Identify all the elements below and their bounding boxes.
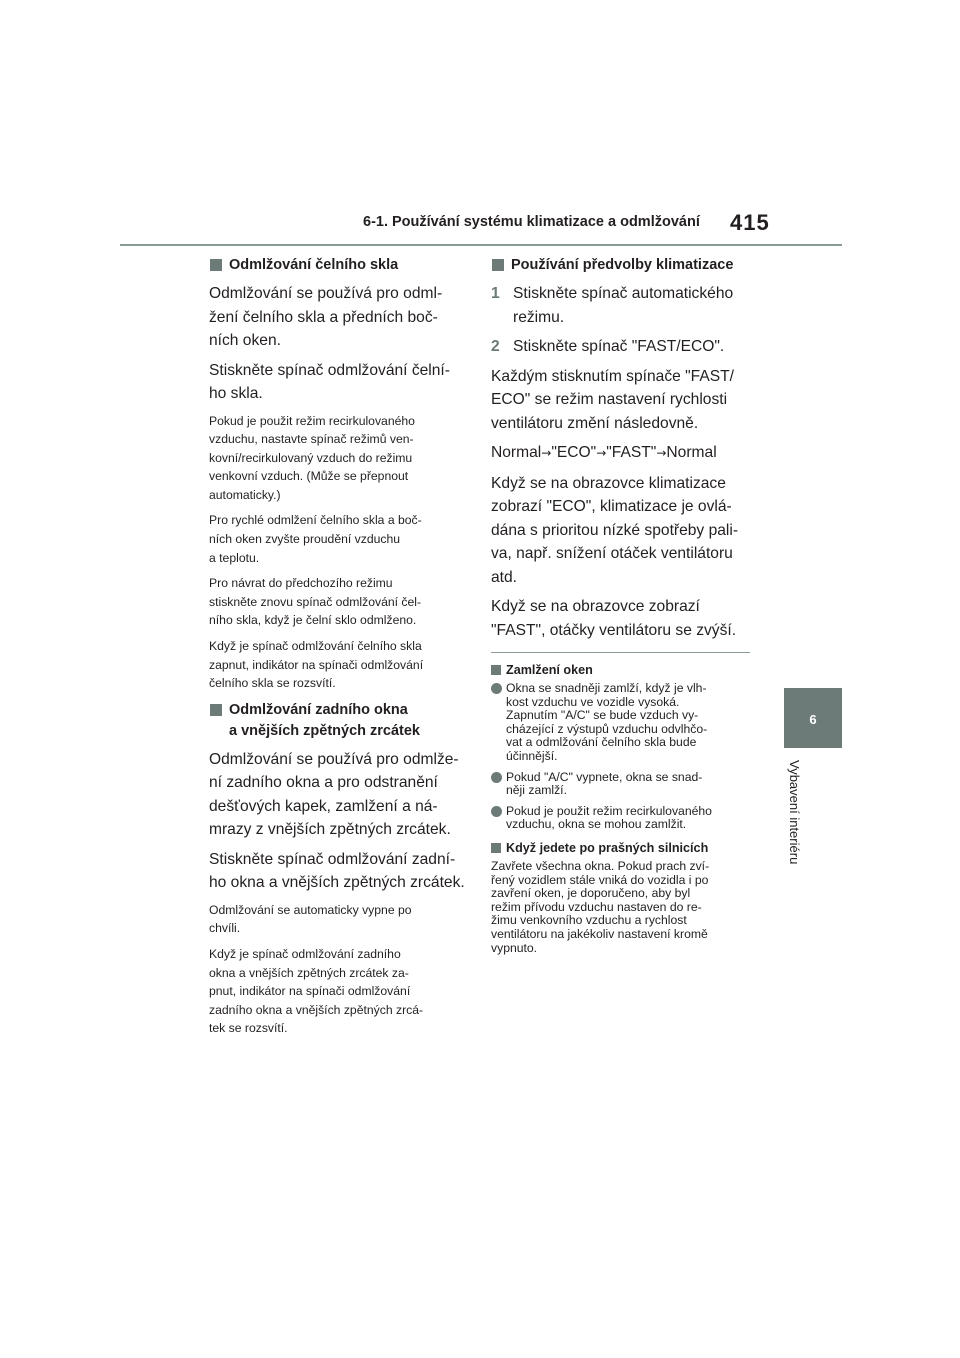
text-line: něji zamlží. [506,783,567,798]
text-line: Když se na obrazovce klimatizace [491,474,726,492]
text-line: ventilátoru změní následovně. [491,414,699,432]
arrow-right-icon: → [656,446,667,460]
text-line: Odmlžování se používá pro odml- [209,285,443,302]
mode-normal: Normal [491,444,542,461]
text-line: Každým stisknutím spínače "FAST/ [491,367,734,385]
bullet-item [491,805,750,832]
text-line: a vnějších zpětných zrcátek [229,722,420,739]
text-line: Zavřete všechna okna. Pokud prach zví- [491,858,710,873]
bullet-icon [491,683,502,694]
text-line: automaticky.) [209,487,281,502]
text-line: Pokud "A/C" vypnete, okna se snad- [506,769,703,784]
text-line: cházející z výstupů vzduchu odvlhčo- [506,721,708,736]
text-line: Když je spínač odmlžování čelního skla [209,639,422,654]
chapter-header: 6-1. Používání systému klimatizace a odmlžování [363,214,700,230]
section-heading-preset: Používání předvolby klimatizace [491,255,750,276]
text-line: mrazy z vnějších zpětných zrcátek. [209,821,451,839]
chapter-side-label: Vybavení interiéru [787,760,802,865]
text-line: dána s prioritou nízké spotřeby pali- [491,521,739,539]
text-line: venkovní vzduch. (Může se přepnout [209,469,409,484]
arrow-right-icon: → [541,446,552,460]
text-line: řený vozidlem stále vniká do vozidla i po [491,872,709,887]
text-line: a teplotu. [209,550,260,565]
text-line: Když je spínač odmlžování zadního [209,947,401,961]
mode-normal: Normal [666,444,717,461]
text-line: stiskněte znovu spínač odmlžování čel- [209,594,422,609]
text-line: vzduchu, okna se mohou zamlžit. [506,817,687,832]
text-line: režim přívodu vzduchu nastaven do re- [491,899,702,914]
text-line: Stiskněte spínač odmlžování čelní- [209,361,450,379]
section-heading-windshield: Odmlžování čelního skla [209,255,471,276]
chapter-tab [784,688,842,748]
text-line: Stiskněte spínač "FAST/ECO". [513,338,725,355]
text-line: chvíli. [209,921,241,936]
text-line: va, např. snížení otáček ventilátoru [491,545,733,562]
text-line: Odmlžování se používá pro odmlže- [209,750,459,768]
notes-divider [491,652,750,653]
paragraph [209,848,471,895]
bullet-icon [491,772,502,783]
step-1 [491,282,750,329]
header-divider [120,244,842,246]
text-line: vypnuto. [491,940,538,955]
step-number: 1 [491,285,500,302]
note-paragraph [209,574,471,630]
step-2 [491,335,750,359]
text-line: Pro rychlé odmlžení čelního skla a boč- [209,513,422,528]
bullet-text [506,804,712,832]
text-line: Odmlžování zadního okna [229,701,408,718]
text-line: zapnut, indikátor na spínači odmlžování [209,657,424,672]
note-paragraph [209,901,471,938]
note-paragraph [209,945,471,1038]
text-line: zavření oken, je doporučeno, aby byl [491,886,691,901]
section-heading-rear-window [209,700,471,742]
text-line: atd. [491,568,518,586]
text-line: ECO" se režim nastavení rychlosti [491,391,728,408]
text-line: žení čelního skla a předních boč- [209,308,438,326]
text-line: režimu. [513,308,565,326]
left-column [209,255,471,1045]
arrow-right-icon: → [596,446,607,460]
bullet-item [491,682,750,764]
note-heading-dusty-roads: Když jedete po prašných silnicích [491,839,750,857]
text-line: čelního skla se rozsvítí. [209,676,336,691]
text-line: žimu venkovního vzduchu a rychlost [491,913,687,928]
text-line: okna a vnějších zpětných zrcátek za- [209,965,409,980]
text-line: Pokud je použit režim recirkulovaného [209,413,415,428]
text-line: ních oken. [209,332,281,349]
paragraph [491,472,750,590]
text-line: Když se na obrazovce zobrazí [491,598,700,615]
step-text [513,285,733,326]
paragraph [491,595,750,642]
text-line: Okna se snadněji zamlží, když je vlh- [506,681,707,695]
mode-eco: "ECO" [551,444,597,461]
text-line: ho skla. [209,385,263,402]
paragraph [209,359,471,406]
paragraph [209,748,471,842]
note-paragraph [491,860,750,955]
text-line: ního skla, když je čelní sklo odmlženo. [209,613,417,628]
mode-sequence [491,441,750,466]
text-line: vat a odmlžování čelního skla bude [506,735,697,750]
text-line: Odmlžování se automaticky vypne po [209,902,412,917]
text-line: účinnější. [506,748,558,763]
mode-fast: "FAST" [606,444,657,461]
note-paragraph [209,412,471,505]
text-line: zadního okna a vnějších zpětných zrcá- [209,1002,424,1017]
text-line: ventilátoru na jakékoliv nastavení kromě [491,926,708,941]
text-line: kost vzduchu ve vozidle vysoká. [506,694,680,709]
text-line: ní zadního okna a pro odstranění [209,774,438,792]
text-line: Pro návrat do předchozího režimu [209,576,393,591]
bullet-item [491,771,750,798]
page-number: 415 [730,210,770,235]
text-line: dešťových kapek, zamlžení a ná- [209,797,438,815]
bullet-text [506,681,707,763]
text-line: Zapnutím "A/C" se bude vzduch vy- [506,708,699,723]
text-line: vzduchu, nastavte spínač režimů ven- [209,432,414,447]
step-number: 2 [491,338,500,355]
text-line: tek se rozsvítí. [209,1021,288,1036]
text-line: Stiskněte spínač odmlžování zadní- [209,850,456,868]
paragraph [209,282,471,353]
note-paragraph [209,637,471,693]
text-line: ních oken zvyšte proudění vzduchu [209,532,401,547]
text-line: kovní/recirkulovaný vzduch do režimu [209,450,413,465]
bullet-text [506,770,702,798]
paragraph [491,365,750,436]
note-paragraph [209,511,471,567]
text-line: zobrazí "ECO", klimatizace je ovlá- [491,498,732,515]
text-line: Pokud je použit režim recirkulovaného [506,803,712,818]
text-line: Stiskněte spínač automatického [513,285,734,302]
text-line: ho okna a vnějších zpětných zrcátek. [209,874,465,892]
note-heading-fogging: Zamlžení oken [491,661,750,679]
bullet-icon [491,806,502,817]
chapter-tab-number: 6 [809,712,817,727]
text-line: pnut, indikátor na spínači odmlžování [209,984,411,999]
step-text [513,338,724,355]
text-line: "FAST", otáčky ventilátoru se zvýší. [491,621,737,639]
right-column [491,255,750,955]
